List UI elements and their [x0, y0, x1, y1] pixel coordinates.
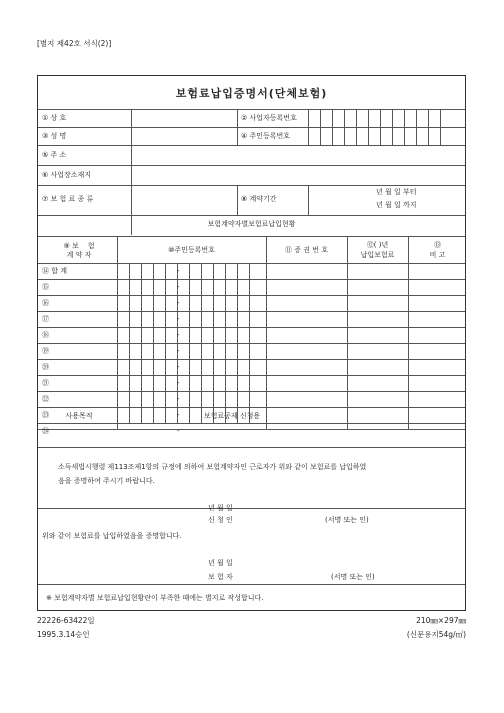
period-to: 년 월 일 까지 — [376, 201, 417, 209]
contract-period-label: ⑧ 계약기간 — [241, 195, 277, 203]
row-number: ⑲ — [42, 347, 49, 355]
rule — [38, 263, 465, 264]
insurer-sign: (서명 또는 인) — [331, 573, 375, 581]
rule — [38, 279, 465, 280]
rule — [38, 359, 465, 360]
rule — [38, 127, 465, 128]
rule — [38, 165, 465, 166]
rule — [38, 391, 465, 392]
rule — [237, 185, 238, 215]
header-note: 비 고 — [429, 251, 446, 259]
applicant-label: 신 청 인 — [208, 516, 233, 524]
period-from: 년 월 일 부터 — [376, 188, 417, 196]
dash: - — [177, 363, 180, 371]
form-number-label: [별지 제42호 서식(2)] — [37, 39, 112, 48]
dash: - — [177, 379, 180, 387]
rule — [408, 236, 409, 429]
premium-type-label: ⑦ 보 험 료 종 류 — [42, 195, 94, 203]
rule — [38, 423, 465, 424]
header-premium: 납입보험료 — [360, 251, 395, 259]
header-certificate: ⑪ 증 권 번 호 — [285, 246, 328, 254]
company-name-label: ① 상 호 — [42, 114, 67, 122]
dash: - — [177, 299, 180, 307]
certificate-form — [37, 75, 466, 611]
rule — [131, 109, 132, 235]
rule — [308, 109, 309, 145]
purpose-label: 사용목적 — [65, 412, 93, 420]
row-number: ⑯ — [42, 299, 49, 307]
rule — [38, 295, 465, 296]
purpose-value: 보험료공제 신청용 — [203, 412, 261, 420]
section-title: 보험계약자별보험료납입현황 — [207, 220, 296, 228]
row-number: ㉒ — [42, 395, 49, 403]
rule — [38, 236, 465, 237]
dash: - — [177, 315, 180, 323]
footnote: ※ 보험계약자별 보험료납입현황란이 부족한 때에는 별지로 작성합니다. — [46, 594, 264, 602]
rule — [266, 236, 267, 429]
workplace-address-label: ⑥ 사업장소재지 — [42, 171, 92, 179]
header-premium-year: ⑫( )년 — [366, 241, 389, 249]
paper-spec: (신문용지54g/㎡) — [406, 630, 466, 639]
rule — [38, 343, 465, 344]
row-number: ⑱ — [42, 331, 49, 339]
row-number: ㉓ — [42, 411, 49, 419]
insurer-label: 보 험 자 — [208, 573, 233, 581]
rule — [38, 327, 465, 328]
dash: - — [177, 283, 180, 291]
name-label: ③ 성 명 — [42, 132, 67, 140]
confirm-date: 년 월 일 — [208, 559, 233, 567]
row-number: ⑰ — [42, 315, 49, 323]
header-note-num: ⑬ — [434, 241, 441, 249]
rule — [38, 429, 465, 430]
form-title: 보험료납입증명서(단체보험) — [175, 87, 328, 100]
rule — [38, 311, 465, 312]
header-id-number: ⑩주민등록번호 — [168, 246, 215, 254]
rule — [38, 584, 465, 585]
statement-line-2: 음을 증명하여 주시기 바랍니다. — [58, 477, 155, 485]
rule — [38, 145, 465, 146]
dash: - — [177, 395, 180, 403]
rule — [38, 109, 465, 110]
rule — [38, 407, 465, 408]
rule — [347, 236, 348, 429]
row-number: ⑮ — [42, 283, 49, 291]
paper-size: 210㎜×297㎜ — [416, 616, 466, 625]
statement-date: 년 월 일 — [208, 504, 233, 512]
row-number: ㉔ — [42, 427, 49, 435]
dash: - — [177, 347, 180, 355]
form-code: 22226-63422일 — [37, 616, 95, 625]
rule — [38, 508, 465, 509]
resident-number-label: ④ 주민등록번호 — [241, 132, 291, 140]
row-number: ⑳ — [42, 363, 49, 371]
header-insured: ⑨ 보 험 계 약 자 — [63, 242, 95, 260]
applicant-sign: (서명 또는 인) — [325, 516, 369, 524]
rule — [237, 109, 238, 145]
rule — [308, 185, 309, 215]
rule — [38, 447, 465, 448]
rule — [38, 375, 465, 376]
rule — [38, 185, 465, 186]
rule — [117, 236, 118, 429]
business-number-label: ② 사업자등록번호 — [241, 114, 297, 122]
dash: - — [177, 411, 180, 419]
dash: - — [177, 331, 180, 339]
dash: - — [177, 267, 180, 275]
row-number: ㉑ — [42, 379, 49, 387]
confirm-text: 위와 같이 보험료를 납입하였음을 증명합니다. — [42, 532, 182, 540]
total-label: ⑭ 합 계 — [42, 267, 67, 275]
address-label: ⑤ 주 소 — [42, 151, 67, 159]
rule — [38, 215, 465, 216]
approval-date: 1995.3.14승인 — [37, 630, 90, 639]
dash: - — [177, 427, 180, 435]
statement-line-1: 소득세법시행령 제113조제1항의 규정에 의하여 보험계약자인 근로자가 위와 같이 보험료를 납입하였 — [58, 463, 367, 471]
